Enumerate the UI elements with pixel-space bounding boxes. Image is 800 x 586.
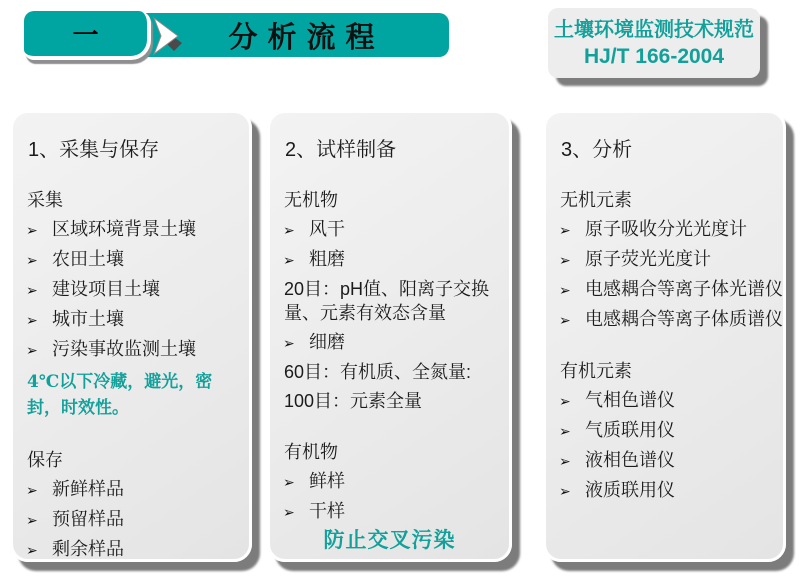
- bullet-text: 鲜样: [309, 471, 345, 491]
- card-item-bullet: [26, 217, 236, 242]
- bullet-text: 污染事故监测土壤: [52, 339, 196, 359]
- card-item-bullet: [26, 507, 236, 532]
- bullet-arrowhead-icon: ➢: [26, 282, 38, 298]
- bullet-arrowhead-icon: ➢: [26, 482, 38, 498]
- card-item-bullet: [26, 277, 236, 302]
- standard-name: 土壤环境监测技术规范: [554, 18, 754, 41]
- card-item-heading: 保存: [27, 450, 63, 470]
- bullet-text: 液质联用仪: [585, 480, 675, 500]
- bullet-arrowhead-icon: ➢: [26, 512, 38, 528]
- card-item-heading: 有机物: [284, 442, 338, 462]
- bullet-text: 原子荧光光度计: [585, 249, 711, 269]
- bullet-arrowhead-icon: ➢: [559, 312, 571, 328]
- bullet-text: 粗磨: [309, 249, 345, 269]
- card-item-text: 20目：pH值、阳离子交换量、元素有效态含量: [284, 279, 490, 323]
- bullet-text: 液相色谱仪: [585, 450, 675, 470]
- card-item-heading: 有机元素: [560, 361, 632, 381]
- bullet-arrowhead-icon: ➢: [26, 342, 38, 358]
- bullet-arrowhead-icon: ➢: [283, 474, 295, 490]
- standard-code: HJ/T 166-2004: [583, 44, 725, 68]
- card-item-bullet: [283, 469, 496, 494]
- card-item-bullet: [559, 217, 770, 242]
- card-analysis: [543, 110, 786, 562]
- bullet-arrowhead-icon: ➢: [283, 222, 295, 238]
- card-item-bullet: [559, 277, 783, 302]
- bullet-text: 新鲜样品: [52, 479, 124, 499]
- card-item-bullet: [559, 448, 770, 473]
- card-item-bullet: [26, 247, 236, 272]
- bullet-text: 气质联用仪: [585, 420, 675, 440]
- bullet-arrowhead-icon: ➢: [26, 542, 38, 558]
- bullet-arrowhead-icon: ➢: [559, 252, 571, 268]
- bullet-arrowhead-icon: ➢: [559, 423, 571, 439]
- standard-reference-box: [548, 8, 760, 78]
- bullet-text: 气相色谱仪: [585, 390, 675, 410]
- card-item-bullet: [26, 537, 236, 562]
- bullet-text: 预留样品: [52, 509, 124, 529]
- bullet-arrowhead-icon: ➢: [559, 453, 571, 469]
- card-item-title: 2、试样制备: [285, 139, 397, 161]
- bullet-arrowhead-icon: ➢: [559, 222, 571, 238]
- bullet-text: 干样: [309, 501, 345, 521]
- bullet-text: 原子吸收分光光度计: [585, 219, 747, 239]
- card-item-bullet: [283, 330, 496, 355]
- bullet-arrowhead-icon: ➢: [559, 282, 571, 298]
- bullet-text: 电感耦合等离子体光谱仪: [585, 279, 783, 299]
- card-item-bullet: [559, 418, 770, 443]
- card-item-footer: 防止交叉污染: [323, 529, 456, 552]
- bullet-text: 细磨: [309, 332, 345, 352]
- card-item-bullet: [283, 217, 496, 242]
- card-sample-preparation: [267, 110, 512, 562]
- bullet-arrowhead-icon: ➢: [559, 483, 571, 499]
- page-title: 分析流程: [228, 21, 385, 54]
- card-item-heading: 无机元素: [560, 190, 632, 210]
- bullet-arrowhead-icon: ➢: [283, 504, 295, 520]
- bullet-text: 剩余样品: [52, 539, 124, 559]
- bullet-text: 城市土壤: [52, 309, 124, 329]
- card-item-text: 100目：元素全量: [284, 391, 423, 411]
- card-item-bullet: [26, 307, 236, 332]
- card-item-bullet: [26, 337, 236, 362]
- bullet-arrowhead-icon: ➢: [26, 312, 38, 328]
- section-number: 一: [72, 20, 99, 50]
- bullet-text: 风干: [309, 219, 345, 239]
- bullet-text: 区域环境背景土壤: [52, 219, 196, 239]
- bullet-text: 建设项目土壤: [52, 279, 160, 299]
- section-number-badge: [24, 11, 151, 60]
- card-item-title: 1、采集与保存: [28, 139, 160, 161]
- card-item-bullet: [283, 499, 496, 524]
- card-item-text: 60目：有机质、全氮量:: [284, 362, 472, 382]
- card-collection-and-storage: [10, 110, 252, 562]
- bullet-arrowhead-icon: ➢: [26, 252, 38, 268]
- bullet-arrowhead-icon: ➢: [283, 252, 295, 268]
- chevron-right-icon: [151, 15, 187, 57]
- card-item-bullet: [559, 247, 770, 272]
- card-item-heading: 采集: [27, 190, 63, 210]
- card-item-bullet: [559, 388, 770, 413]
- card-item-note: 4℃以下冷藏，避光，密封，时效性。: [27, 372, 213, 418]
- card-item-title: 3、分析: [561, 139, 633, 161]
- card-item-heading: 无机物: [284, 190, 338, 210]
- bullet-arrowhead-icon: ➢: [26, 222, 38, 238]
- card-item-bullet: [283, 247, 496, 272]
- bullet-arrowhead-icon: ➢: [559, 393, 571, 409]
- card-item-bullet: [559, 307, 783, 332]
- bullet-text: 农田土壤: [52, 249, 124, 269]
- bullet-text: 电感耦合等离子体质谱仪: [585, 309, 783, 329]
- bullet-arrowhead-icon: ➢: [283, 335, 295, 351]
- card-item-bullet: [26, 477, 236, 502]
- card-item-bullet: [559, 478, 770, 503]
